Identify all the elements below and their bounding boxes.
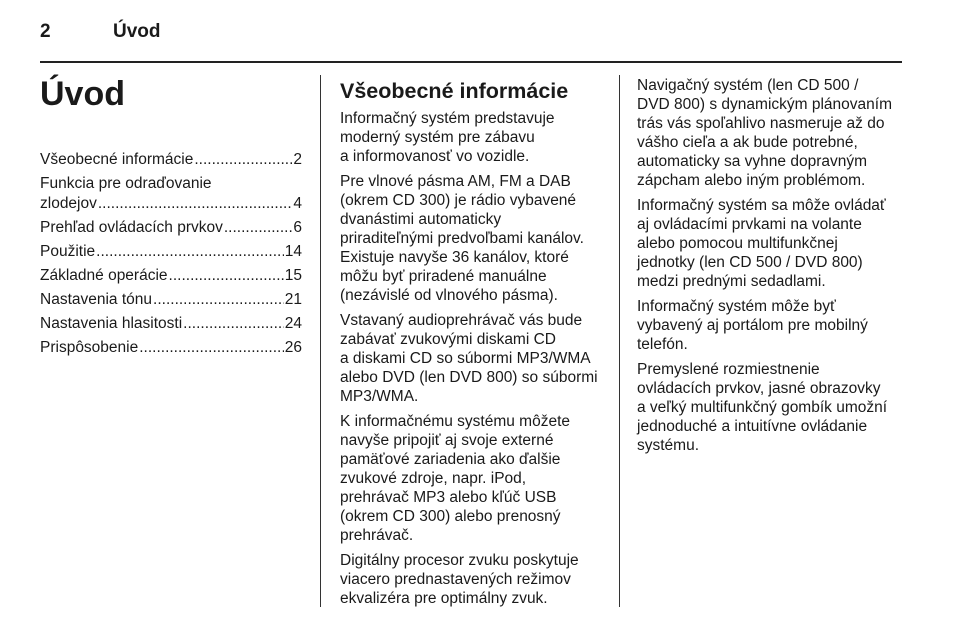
text-line: Navigačný systém (len CD 500 / (637, 77, 859, 94)
text-line: priraditeľnými predvoľbami kanálov. (340, 230, 584, 247)
running-title: Úvod (113, 21, 161, 42)
toc-leader-dots (139, 338, 284, 358)
text-line: ekvalizéra pre optimálny zvuk. (340, 590, 548, 607)
toc-page-number: 24 (284, 315, 302, 332)
toc-entry[interactable] (40, 338, 302, 358)
toc-entry-label: Základné operácie (40, 267, 168, 284)
column-2-body (340, 109, 618, 608)
paragraph (637, 76, 912, 190)
text-line: moderný systém pre zábavu (340, 129, 535, 146)
column-divider-2 (619, 75, 620, 607)
paragraph (340, 311, 618, 406)
toc-entry-label: zlodejov (40, 195, 97, 212)
text-line: Informačný systém predstavuje (340, 110, 555, 127)
toc-leader-dots (194, 150, 292, 170)
toc-entry[interactable] (40, 174, 302, 214)
toc-entry-label: Nastavenia hlasitosti (40, 315, 183, 332)
paragraph (340, 412, 618, 545)
toc-entry-label: Prehľad ovládacích prvkov (40, 219, 223, 236)
text-line: zápcham alebo iným problémom. (637, 172, 866, 189)
toc-entry-label: Nastavenia tónu (40, 291, 153, 308)
paragraph (340, 109, 618, 166)
toc-entry[interactable] (40, 242, 302, 262)
toc-entry[interactable] (40, 150, 302, 170)
column-divider-1 (320, 75, 321, 607)
toc-leader-dots (169, 266, 284, 286)
paragraph (637, 196, 912, 291)
text-line: Premyslené rozmiestnenie (637, 361, 820, 378)
text-line: (okrem CD 300) alebo prenosný (340, 508, 561, 525)
toc-leader-dots (98, 194, 293, 214)
section-title: Všeobecné informácie (340, 79, 569, 103)
text-line: (nezávislé od vlnového pásma). (340, 287, 558, 304)
text-line: Vstavaný audioprehrávač vás bude (340, 312, 583, 329)
toc-page-number: 14 (284, 243, 302, 260)
text-line: prehrávač. (340, 527, 414, 544)
toc-page-number: 2 (293, 151, 302, 168)
text-line: alebo pomocou multifunkčnej (637, 235, 838, 252)
toc-leader-dots (224, 218, 293, 238)
toc-page-number: 4 (293, 195, 302, 212)
toc-entry[interactable] (40, 290, 302, 310)
column-3-body (637, 76, 912, 455)
text-line: Informačný systém sa môže ovládať (637, 197, 886, 214)
page-number: 2 (40, 21, 51, 42)
text-line: MP3/WMA. (340, 388, 419, 405)
text-line: telefón. (637, 336, 688, 353)
text-line: Informačný systém môže byť (637, 298, 836, 315)
text-line: jednoduché a intuitívne ovládanie (637, 418, 868, 435)
text-line: systému. (637, 437, 700, 454)
text-line: DVD 800) s dynamickým plánovaním (637, 96, 892, 113)
toc-entry-label: Použitie (40, 243, 96, 260)
header-rule (40, 61, 902, 63)
text-line: a informovanosť vo vozidle. (340, 148, 530, 165)
text-line: zvukové zdroje, napr. iPod, (340, 470, 527, 487)
toc-entry-label: Prispôsobenie (40, 339, 139, 356)
text-line: Digitálny procesor zvuku poskytuje (340, 552, 579, 569)
toc-page-number: 21 (284, 291, 302, 308)
text-line: dvanástimi automaticky (340, 211, 502, 228)
toc-entry[interactable] (40, 314, 302, 334)
text-line: môžu byť priradené manuálne (340, 268, 547, 285)
text-line: aj ovládacími prvkami na volante (637, 216, 862, 233)
text-line: pamäťové zariadenia ako ďalšie (340, 451, 561, 468)
text-line: Existuje navyše 36 kanálov, ktoré (340, 249, 569, 266)
text-column-2 (340, 78, 618, 614)
text-line: (okrem CD 300) je rádio vybavené (340, 192, 577, 209)
toc-leader-dots (183, 314, 284, 334)
paragraph (637, 360, 912, 455)
toc-entry-label-line: Funkcia pre odraďovanie (40, 175, 212, 192)
text-column-3 (637, 76, 912, 461)
text-line: prehrávač MP3 alebo kľúč USB (340, 489, 557, 506)
table-of-contents (40, 150, 302, 362)
text-line: medzi prednými sedadlami. (637, 273, 826, 290)
text-line: trás vás spoľahlivo nasmeruje až do (637, 115, 885, 132)
text-line: jednotky (len CD 500 / DVD 800) (637, 254, 863, 271)
text-line: navyše pripojiť aj svoje externé (340, 432, 554, 449)
text-line: a diskami CD so súbormi MP3/WMA (340, 350, 591, 367)
text-line: K informačnému systému môžete (340, 413, 571, 430)
text-line: alebo DVD (len DVD 800) so súbormi (340, 369, 598, 386)
text-line: zabávať zvukovými diskami CD (340, 331, 556, 348)
text-line: Pre vlnové pásma AM, FM a DAB (340, 173, 571, 190)
toc-page-number: 6 (293, 219, 302, 236)
toc-page-number: 26 (284, 339, 302, 356)
text-line: a veľký multifunkčný gombík umožní (637, 399, 888, 416)
toc-leader-dots (96, 242, 284, 262)
paragraph (340, 172, 618, 305)
toc-leader-dots (153, 290, 284, 310)
chapter-title: Úvod (40, 75, 125, 113)
toc-entry-label: Všeobecné informácie (40, 151, 194, 168)
toc-page-number: 15 (284, 267, 302, 284)
paragraph (637, 297, 912, 354)
text-line: vášho cieľa a ak bude potrebné, (637, 134, 858, 151)
text-line: ovládacích prvkov, jasné obrazovky (637, 380, 881, 397)
text-line: vybavený aj portálom pre mobilný (637, 317, 868, 334)
text-line: viacero prednastavených režimov (340, 571, 571, 588)
text-line: automaticky sa vyhne dopravným (637, 153, 868, 170)
toc-entry[interactable] (40, 218, 302, 238)
paragraph (340, 551, 618, 608)
toc-entry[interactable] (40, 266, 302, 286)
